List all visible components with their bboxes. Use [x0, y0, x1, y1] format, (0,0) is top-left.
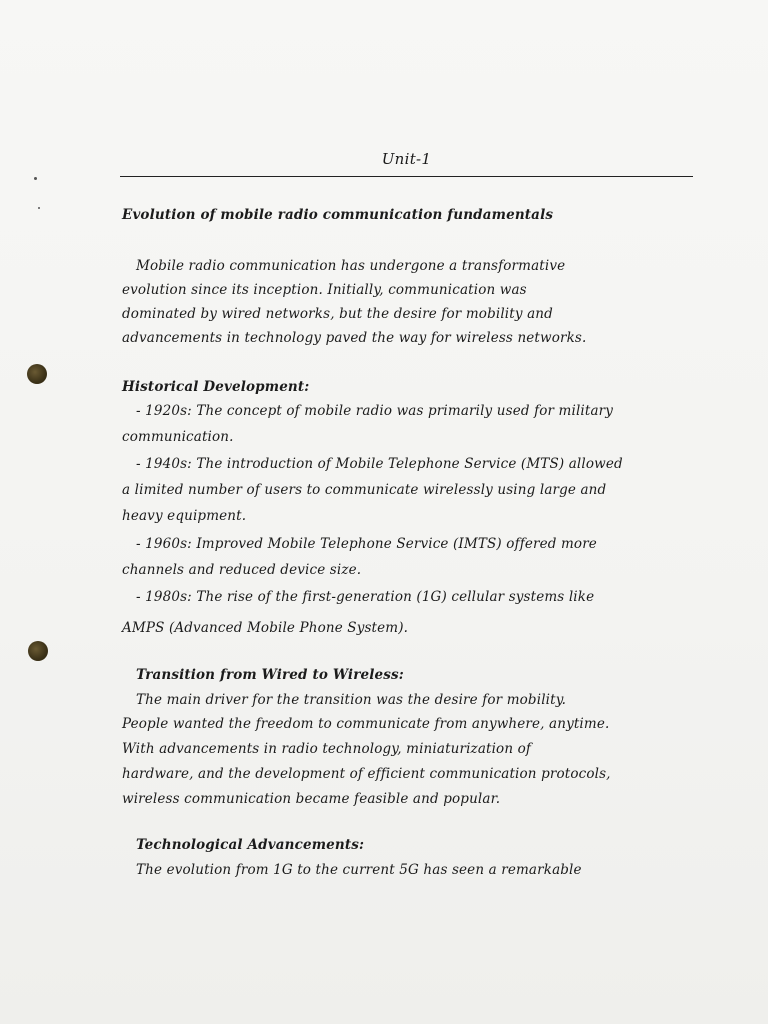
- historical-line: - 1980s: The rise of the first-generation (1G) cellular systems like: [136, 589, 595, 605]
- transition-line: With advancements in radio technology, miniaturization of: [122, 741, 532, 757]
- paper-speck: [38, 207, 40, 209]
- historical-line: - 1960s: Improved Mobile Telephone Service (IMTS) offered more: [136, 536, 597, 552]
- historical-line: channels and reduced device size.: [122, 562, 362, 578]
- paper-speck: [34, 177, 37, 180]
- historical-line: - 1920s: The concept of mobile radio was primarily used for military: [136, 403, 614, 419]
- binder-hole: [28, 641, 48, 661]
- intro-line: dominated by wired networks, but the desire for mobility and: [122, 306, 553, 322]
- transition-line: wireless communication became feasible and popular.: [122, 791, 501, 807]
- transition-line: People wanted the freedom to communicate from anywhere, anytime.: [122, 716, 610, 732]
- historical-line: heavy equipment.: [122, 508, 247, 524]
- historical-line: communication.: [122, 429, 234, 445]
- transition-line: hardware, and the development of efficient communication protocols,: [122, 766, 611, 782]
- page-title: Unit-1: [381, 150, 432, 168]
- historical-line: - 1940s: The introduction of Mobile Telephone Service (MTS) allowed: [136, 456, 623, 472]
- historical-heading: Historical Development:: [122, 379, 310, 395]
- historical-line: a limited number of users to communicate wirelessly using large and: [122, 482, 607, 498]
- historical-line: AMPS (Advanced Mobile Phone System).: [122, 620, 409, 636]
- transition-line: The main driver for the transition was the desire for mobility.: [136, 692, 567, 708]
- intro-line: Mobile radio communication has undergone a transformative: [136, 258, 566, 274]
- intro-line: advancements in technology paved the way for wireless networks.: [122, 330, 587, 346]
- tech-heading: Technological Advancements:: [136, 837, 365, 853]
- title-underline: [120, 176, 693, 177]
- transition-heading: Transition from Wired to Wireless:: [136, 667, 404, 683]
- binder-hole: [27, 364, 47, 384]
- tech-line: The evolution from 1G to the current 5G has seen a remarkable: [136, 862, 582, 878]
- intro-line: evolution since its inception. Initially, communication was: [122, 282, 527, 298]
- section-title: Evolution of mobile radio communication fundamentals: [122, 207, 554, 223]
